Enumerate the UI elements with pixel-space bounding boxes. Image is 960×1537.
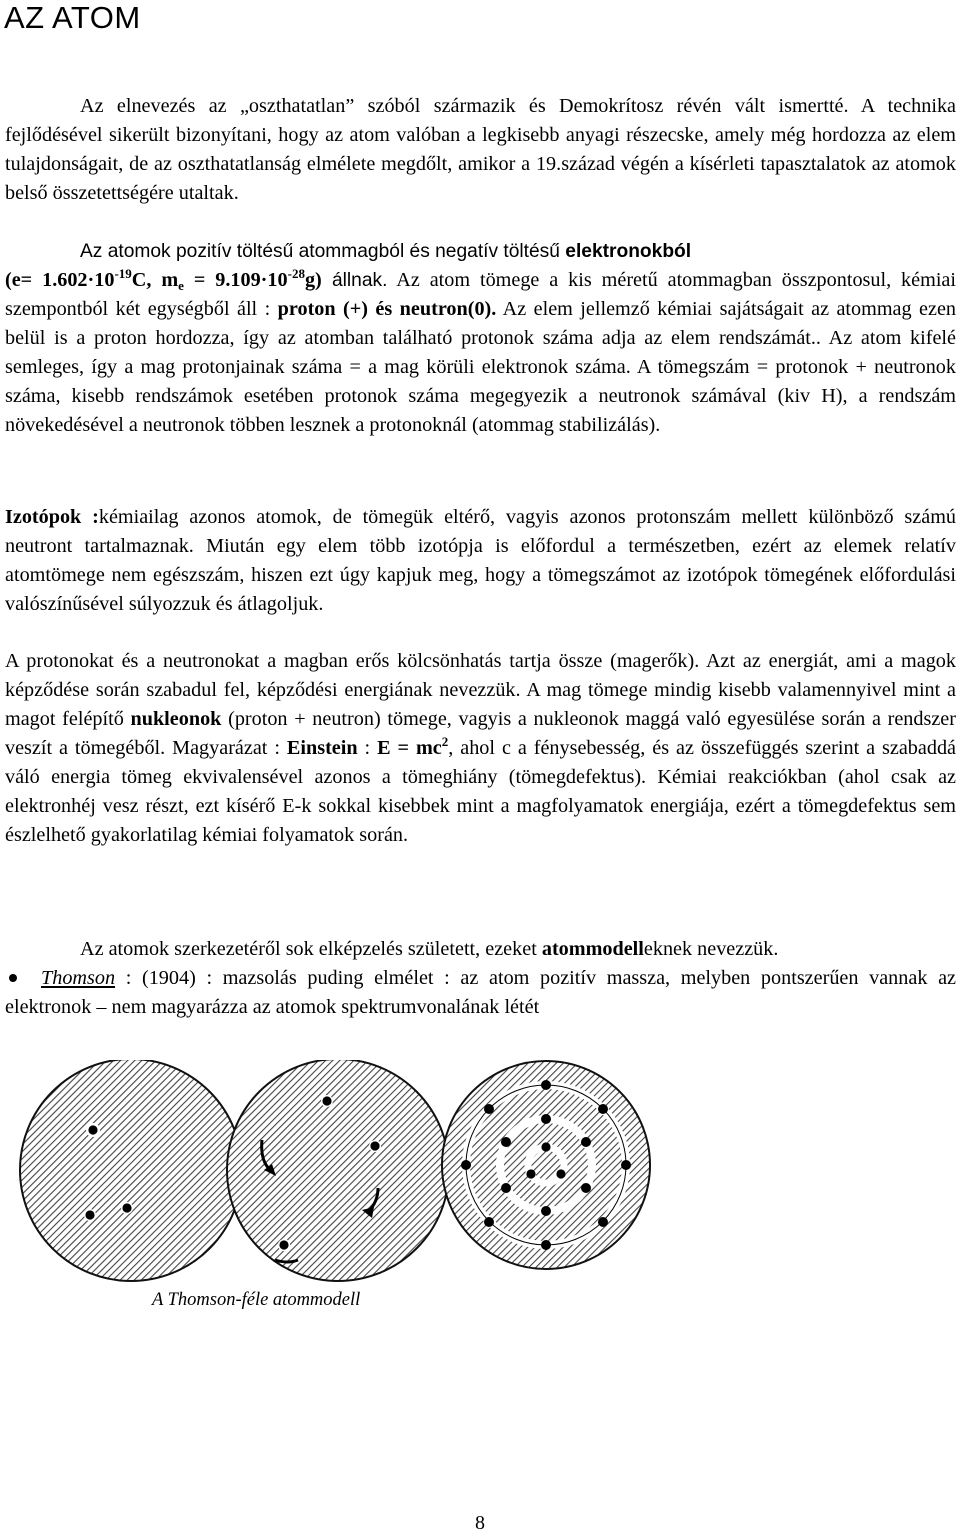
mass-energy-formula: $E = mc^2$ — [377, 734, 449, 759]
atom-models-paragraph: Az atomok szerkezetéről sok elképzelés született, ezeket atommodelleknek nevezzük. — [80, 938, 779, 960]
p2-rest-text: Az elem jellemző kémiai sajátságait az atommag ezen belül is a proton hordozza, így az atomban található protonok száma adja az elem rendszámát.. Az atom kifelé semleges, így a mag protonjainak száma = a mag körüli elektronok száma. A tömegszám = protonok + neutronok száma, kisebb rendszámok esetében protonok száma megegyezik a neutronok számával (kiv H), a rendszám növekedésével a neutronok többen lesznek a protonoknál (atommag stabilizálás). — [5, 298, 956, 436]
atom-model-term: atommodell — [541, 938, 644, 960]
thomson-text: : (1904) : mazsolás puding elmélet : az atom pozitív massza, melyben pontszerűen vannak az elektronok – nem magyarázza az atomok spektrumvonalának létét — [5, 967, 956, 1018]
page-title: AZ ATOM — [4, 0, 141, 35]
thomson-model-figure — [0, 1060, 960, 1300]
isotopes-term: Izotópok : — [5, 506, 99, 528]
intro-text: Az elnevezés az „oszthatatlan” szóból származik és Demokrítosz révén vált ismertté. A technika fejlődésével sikerült bizonyítani, hogy az atom valóban a legkisebb anyagi részecske, amely még hordozza az elem tulajdonságait, de az oszthatatlanság elmélete megdőlt, amikor a 19.század végén a kísérleti tapasztalatok az atomok belső összetettségére utaltak. — [5, 95, 956, 204]
p2-lead-text: Az atomok pozitív töltésű atommagból és negatív töltésű — [80, 241, 566, 262]
thomson-name: Thomson — [41, 967, 116, 989]
nucleons-term: nukleonok — [130, 708, 222, 730]
einstein-term: Einstein — [286, 737, 358, 759]
p2-mass-text: Az atom tömege a kis méretű atommagban összpontosul, kémiai szempontból két egységből áll : — [5, 269, 956, 320]
proton-neutron-term: proton (+) és neutron(0). — [277, 298, 497, 320]
isotopes-text: kémiailag azonos atomok, de tömegük eltérő, vagyis azonos protonszám mellett különböző számú neutront tartalmaznak. Miután egy elem több izotópja is előfordul a természetben, ezért az elemek relatív atomtömege nem egészszám, hiszen ezt úgy kapjuk meg, hogy a tömegszámot az izotópok tömegének előfordulási valószínűsével súlyozzuk és átlagoljuk. — [5, 506, 957, 615]
electron-charge: ($e= 1.602\cdot 10^{-19}C$, $m_e = 9.109\cdot 10^{-28}g$) — [5, 266, 322, 293]
p2-allnak: állnak. — [321, 270, 388, 291]
atom-diagram-3 — [442, 1061, 650, 1269]
isotopes-paragraph — [5, 503, 956, 619]
figure-caption: A Thomson-féle atommodell — [152, 1290, 361, 1310]
atom-diagram-1 — [20, 1060, 242, 1281]
nuclear-forces-paragraph: A protonokat és a neutronokat a magban erős kölcsönhatás tartja össze (magerők). Azt az energiát, ami a magok képződése során szabadul fel, képződési energiának nevezzük. A mag tömege mindig kisebb valamennyivel mint a magot felépítő nukleonok (proton + neutron) tömege, vagyis a nukleonok maggá való egyesülése során a rendszer veszít a tömegéből. Magyarázat : Einstein : $E = mc^2$, ahol c a fénysebesség, és az összefüggés szerint a szabaddá váló energia tömeg ekvivalensével azonos a tömeghiány (tömegdefektus). Kémiai reakciókban (ahol csak az elektronhéj vesz részt, ezt kísérő E-k sokkal kisebbek mint a magfolyamatok energiája, ezért a tömegdefektus sem észlelhető gyakorlatilag kémiai folyamatok során. — [5, 650, 957, 846]
electrons-term: elektronokból — [565, 241, 692, 262]
atom-diagram-2 — [227, 1060, 449, 1281]
atom-structure-paragraph — [5, 237, 956, 440]
page-number: 8 — [475, 1512, 485, 1534]
bullet-icon — [9, 974, 17, 982]
intro-paragraph — [5, 92, 956, 208]
thomson-bullet — [5, 964, 956, 1022]
